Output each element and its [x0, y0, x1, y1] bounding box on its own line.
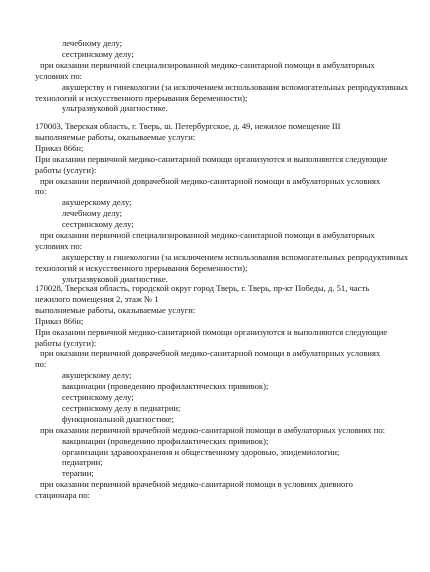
- text-line: При оказании первичной медико-санитарной помощи организуются и выполняются следующие: [35, 326, 388, 337]
- text-line: сестринскому делу в педиатрии;: [62, 402, 181, 413]
- text-line: при оказании первичной специализированной медико-санитарной помощи в амбулаторных: [40, 59, 375, 70]
- text-line: выполняемые работы, оказываемые услуги:: [35, 131, 196, 142]
- text-line: сестринскому делу;: [62, 48, 134, 59]
- text-line: по:: [35, 186, 47, 197]
- text-line: Приказ 866н;: [35, 142, 84, 153]
- text-line: при оказании первичной специализированной медико-санитарной помощи в амбулаторных: [40, 230, 375, 240]
- text-line: по:: [35, 359, 47, 370]
- text-line: ультразвуковой диагностике.: [62, 103, 168, 114]
- text-line: акушерскому делу;: [62, 370, 132, 381]
- text-line: сестринскому делу;: [62, 219, 134, 230]
- text-line: при оказании первичной врачебной медико-санитарной помощи в условиях дневного: [40, 479, 353, 490]
- text-line: при оказании первичной врачебной медико-санитарной помощи в амбулаторных условиях по:: [40, 424, 386, 435]
- text-line: акушерству и гинекологии (за исключением использования вспомогательных репродуктивных: [62, 251, 409, 262]
- text-line: При оказании первичной медико-санитарной помощи организуются и выполняются следующие: [35, 153, 388, 164]
- text-line: нежилого помещения 2, этаж № 1: [35, 293, 159, 304]
- text-line: работы (услуги):: [35, 337, 97, 348]
- text-line: условиях по:: [35, 240, 83, 251]
- text-line: лечебному делу;: [62, 208, 123, 219]
- text-line: 170003, Тверская область, г. Тверь, ш. Петербургское, д. 49, нежилое помещение III: [35, 121, 341, 131]
- text-line: технологий и искусственного прерывания беременности);: [35, 262, 248, 273]
- text-line: технологий и искусственного прерывания беременности);: [35, 92, 248, 103]
- text-line: стационара по:: [35, 490, 90, 501]
- text-line: Приказ 866н;: [35, 315, 84, 326]
- text-line: педиатрии;: [62, 457, 103, 468]
- text-line: лечебному делу;: [62, 38, 123, 48]
- text-line: сестринскому делу;: [62, 392, 134, 402]
- text-line: вакцинации (проведению профилактических прививок);: [62, 435, 269, 446]
- text-line: организации здравоохранения и общественному здоровью, эпидемиологии;: [62, 446, 340, 457]
- text-line: 170028, Тверская область, городской округ город Тверь, г. Тверь, пр-кт Победы, д. 51, часть: [35, 283, 370, 293]
- text-line: акушерскому делу;: [62, 197, 132, 208]
- text-line: при оказании первичной доврачебной медико-санитарной помощи в амбулаторных условиях: [40, 348, 381, 359]
- text-line: работы (услуги):: [35, 164, 97, 175]
- text-line: ультразвуковой диагностике.: [62, 273, 168, 284]
- text-line: терапии;: [62, 468, 94, 479]
- text-line: условиях по:: [35, 70, 83, 81]
- text-line: вакцинации (проведению профилактических прививок);: [62, 381, 269, 392]
- text-line: выполняемые работы, оказываемые услуги:: [35, 304, 196, 315]
- text-line: при оказании первичной доврачебной медико-санитарной помощи в амбулаторных условиях: [40, 175, 381, 186]
- text-line: акушерству и гинекологии (за исключением использования вспомогательных репродуктивных: [62, 81, 409, 92]
- text-line: функциональной диагностике;: [62, 413, 175, 424]
